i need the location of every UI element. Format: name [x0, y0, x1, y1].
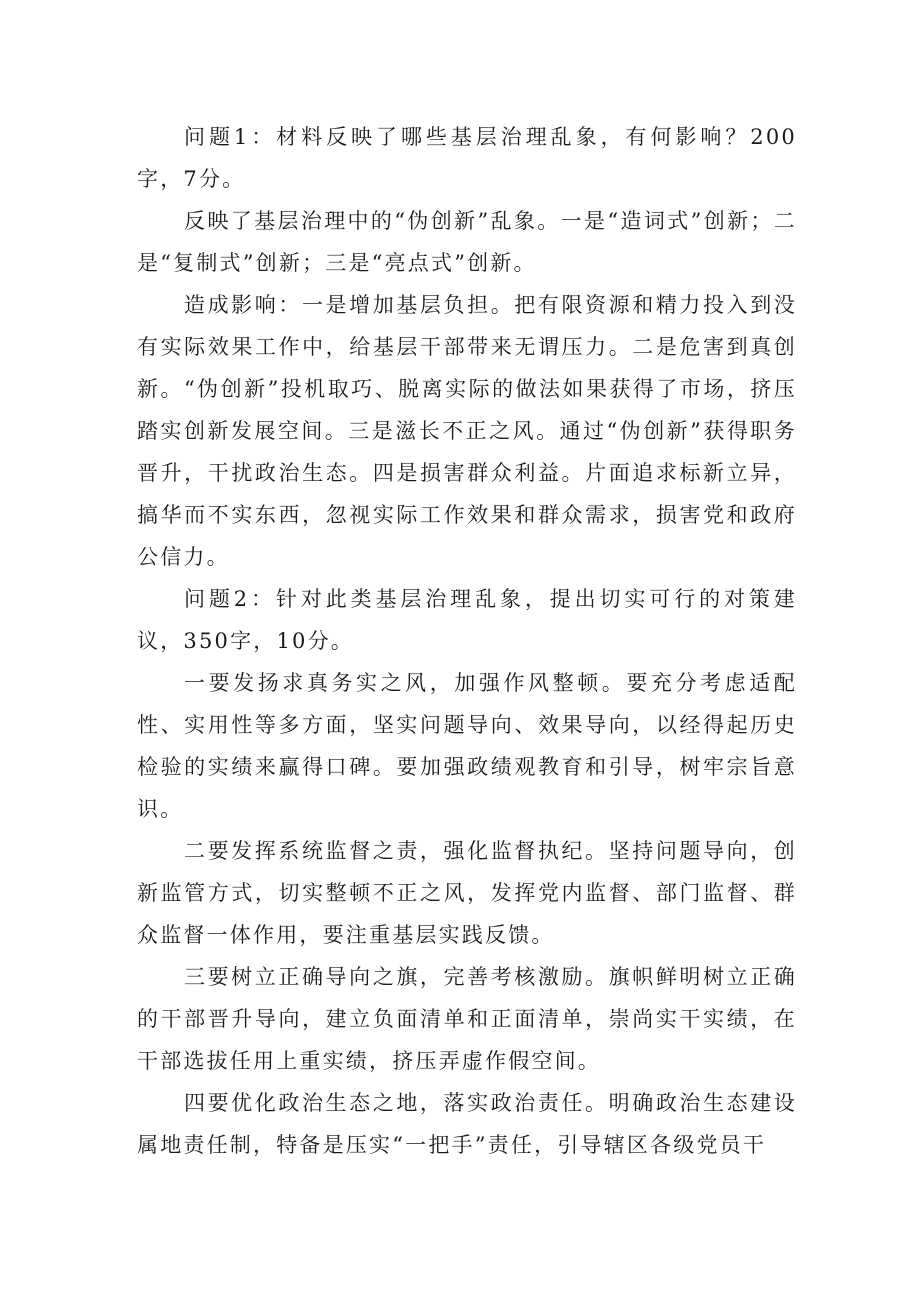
answer-2-point-4-paragraph: 四要优化政治生态之地，落实政治责任。明确政治生态建设属地责任制，特备是压实“一把手”责任，引导辖区各级党员干	[137, 1091, 797, 1157]
answer-2-point-2-paragraph: 二要发挥系统监督之责，强化监督执纪。坚持问题导向，创新监管方式，切实整顿不正之风，发挥党内监督、部门监督、群众监督一体作用，要注重基层实践反馈。	[137, 839, 797, 947]
answer-1-summary-paragraph: 反映了基层治理中的“伪创新”乱象。一是“造词式”创新；二是“复制式”创新；三是“亮点式”创新。	[137, 209, 797, 275]
question-1-paragraph: 问题1：材料反映了哪些基层治理乱象，有何影响？200字，7分。	[137, 125, 797, 191]
answer-1-impact-paragraph: 造成影响：一是增加基层负担。把有限资源和精力投入到没有实际效果工作中，给基层干部带来无谓压力。二是危害到真创新。“伪创新”投机取巧、脱离实际的做法如果获得了市场，挤压踏实创新发展空间。三是滋长不正之风。通过“伪创新”获得职务晋升，干扰政治生态。四是损害群众利益。片面追求标新立异，搞华而不实东西，忽视实际工作效果和群众需求，损害党和政府公信力。	[137, 293, 797, 569]
answer-2-point-3-paragraph: 三要树立正确导向之旗，完善考核激励。旗帜鲜明树立正确的干部晋升导向，建立负面清单和正面清单，崇尚实干实绩，在干部选拔任用上重实绩，挤压弄虚作假空间。	[137, 965, 797, 1073]
question-2-paragraph: 问题2：针对此类基层治理乱象，提出切实可行的对策建议，350字，10分。	[137, 587, 797, 653]
document-body	[137, 116, 797, 1166]
answer-2-point-1-paragraph: 一要发扬求真务实之风，加强作风整顿。要充分考虑适配性、实用性等多方面，坚实问题导向、效果导向，以经得起历史检验的实绩来赢得口碑。要加强政绩观教育和引导，树牢宗旨意识。	[137, 671, 797, 821]
